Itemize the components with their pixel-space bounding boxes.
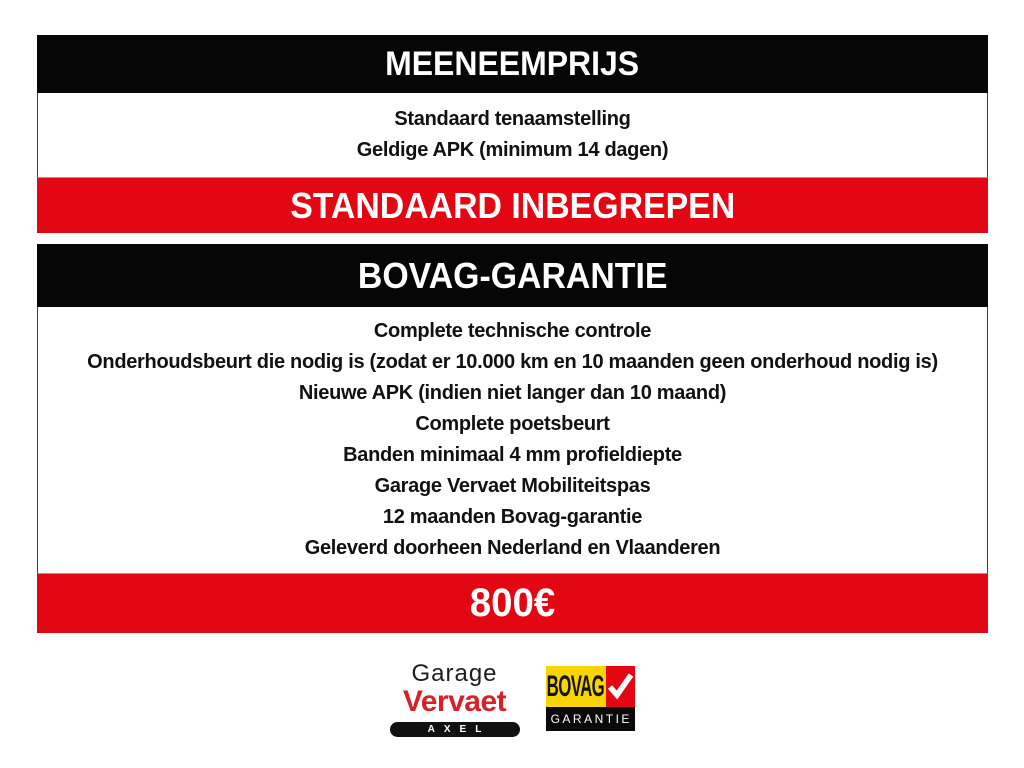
bovag-logo-red-box <box>606 666 635 707</box>
bovag-brand-label: BOVAG <box>546 669 605 703</box>
list-item: Onderhoudsbeurt die nodig is (zodat er 10.000 km en 10 maanden geen onderhoud nodig is) <box>87 351 938 373</box>
check-icon <box>607 668 634 705</box>
garage-vervaet-logo-top: Garage <box>411 660 498 687</box>
list-item: Complete poetsbeurt <box>415 413 610 435</box>
bovag-logo-top <box>546 666 635 707</box>
list-item: Geleverd doorheen Nederland en Vlaanderen <box>304 537 721 559</box>
bovag-garantie-body <box>37 307 988 574</box>
list-item: Standaard tenaamstelling <box>394 108 631 130</box>
meeneemprijs-header <box>37 35 988 93</box>
bovag-garantie-title: BOVAG-GARANTIE <box>357 254 668 296</box>
list-item: Complete technische controle <box>373 320 652 342</box>
axel-badge: AXEL <box>390 722 520 737</box>
garage-vervaet-logo <box>390 656 520 737</box>
garage-vervaet-logo-name: Vervaet <box>402 685 507 718</box>
footer-logos <box>0 656 1024 737</box>
standaard-inbegrepen-banner <box>37 178 988 233</box>
list-item: Geldige APK (minimum 14 dagen) <box>356 139 669 161</box>
list-item: Nieuwe APK (indien niet langer dan 10 maand) <box>298 382 727 404</box>
price-label: 800€ <box>469 581 556 625</box>
bovag-garantie-logo <box>546 666 635 731</box>
bovag-garantie-label: GARANTIE <box>546 707 635 731</box>
standaard-inbegrepen-label: STANDAARD INBEGREPEN <box>290 184 735 226</box>
list-item: Garage Vervaet Mobiliteitspas <box>374 475 651 497</box>
price-banner <box>37 574 988 633</box>
bovag-logo-yellow-box <box>546 666 606 707</box>
meeneemprijs-body <box>37 93 988 178</box>
list-item: Banden minimaal 4 mm profieldiepte <box>343 444 682 466</box>
meeneemprijs-title: MEENEEMPRIJS <box>385 44 640 83</box>
list-item: 12 maanden Bovag-garantie <box>382 506 643 528</box>
bovag-garantie-header <box>37 244 988 307</box>
